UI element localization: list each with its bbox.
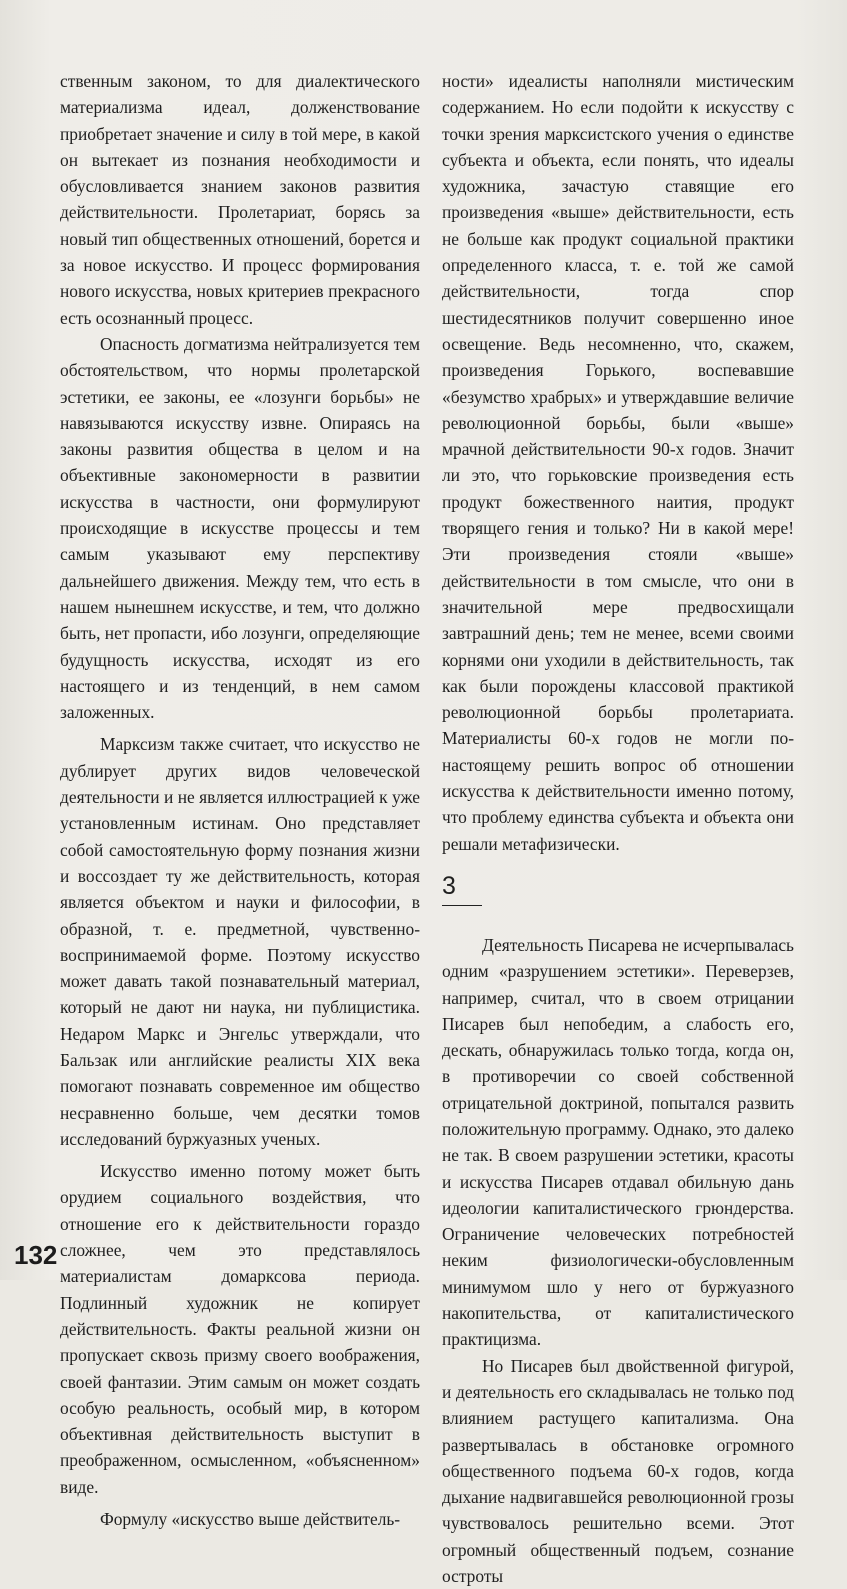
paragraph: Опасность догматизма нейтрализуется тем обстоятельством, что нормы пролетарской эстетики, ее законы, ее «лозунги борьбы» не навязываются искусству извне. Опираясь на законы развития общества в целом и на объективные закономерности в развитии искусства в частности, они формулируют происходящие в искусстве процессы и тем самым указывают ему перспективу дальнейшего движения. Между тем, что есть в нашем нынешнем искусстве, и тем, что должно быть, нет пропасти, ибо лозунги, определяющие будущность искусства, исходят из его настоящего и из тенденций, в нем самом заложенных.	[60, 333, 420, 723]
paragraph: Марксизм также считает, что искусство не дублирует других видов человеческой деятельности и не является иллюстрацией к уже установленным истинам. Оно представляет собой самостоятельную форму познания жизни и воссоздает ту же действительность, которая является объектом и науки и философии, в образной, т. е. предметной, чувственно-воспринимаемой форме. Поэтому искусство может давать такой познавательный материал, который не дают ни наука, ни публицистика. Недаром Маркс и Энгельс утверждали, что Бальзак или английские реалисты XIX века помогают познавать современное им общество несравненно больше, чем десятки томов исследований буржуазных ученых.	[60, 734, 420, 1149]
paragraph: ственным законом, то для диалектического материализма идеал, долженствование приобретает значение и силу в той мере, в какой он вытекает из познания необходимости и обусловливается знанием законов развития действительности. Пролетариат, борясь за новый тип общественных отношений, борется и за новое искусство. И процесс формирования нового искусства, новых критериев прекрасного есть осознанный процесс.	[60, 71, 420, 328]
paragraph: Деятельность Писарева не исчерпывалась одним «разрушением эстетики». Переверзев, например, считал, что в своем отрицании Писарев был непобедим, а слабость его, дескать, обнаружилась только тогда, когда он, в противоречии со своей собственной отрицательной доктриной, попытался развить положительную программу. Однако, это далеко не так. В своем разрушении эстетики, красоты и искусства Писарев отдавал обильную дань идеологии капиталистического грюндерства. Ограничение человеческих потребностей неким физиологически-обусловленным минимумом шло у него от буржуазного накопительства, от капиталистического практицизма.	[442, 934, 794, 1350]
paragraph: Искусство именно потому может быть орудием социального воздействия, что отношение его к действительности гораздо сложнее, чем это представлялось материалистам домарксова периода. Подлинный художник не копирует действительность. Факты реальной жизни он пропускает сквозь призму своего воображения, своей фантазии. Этим самым он может создать особую реальность, особый мир, в котором объективная действительность выступит в преображенном, осмысленном, «объясненном» виде.	[60, 1161, 420, 1497]
paragraph: Формулу «искусство выше действитель-	[100, 1509, 401, 1530]
right-column	[442, 68, 794, 1589]
section-heading	[442, 871, 794, 910]
section-number: 3	[442, 871, 456, 900]
paragraph: ности» идеалисты наполняли мистическим содержанием. Но если подойти к искусству с точки зрения марксистского учения о единстве субъекта и объекта, если понять, что идеалы художника, зачастую ставящие его произведения «выше» действительности, есть не больше как продукт социальной практики определенного класса, т. е. той же самой действительности, тогда спор шестидесятников получит совершенно иное освещение. Ведь несомненно, что, скажем, произведения Горького, воспевавшие «безумство храбрых» и утверждавшие величие революционной борьбы, были «выше» мрачной действительности 90-х годов. Значит ли это, что горьковские произведения есть продукт божественного наития, продукт творящего гения и только? Ни в какой мере! Эти произведения стояли «выше» действительности в том смысле, что они в значительной мере предвосхищали завтрашний день; тем не менее, всеми своими корнями они уходили в действительность, так как были порождены классовой практикой революционной борьбы пролетариата. Материалисты 60-х годов не могли по-настоящему решить вопрос об отношении искусства к действительности именно потому, что проблему единства субъекта и объекта они решали метафизически.	[442, 71, 794, 854]
paragraph: Но Писарев был двойственной фигурой, и деятельность его складывалась не только под влиянием растущего капитализма. Она развертывалась в обстановке огромного общественного подъема 60-х годов, когда дыхание надвигавшейся революционной грозы чувствовалось решительно всеми. Этот огромный общественный подъем, сознание остроты	[442, 1355, 794, 1587]
section-rule	[442, 905, 482, 906]
left-column	[60, 68, 420, 1532]
page-number: 132	[14, 1240, 58, 1270]
